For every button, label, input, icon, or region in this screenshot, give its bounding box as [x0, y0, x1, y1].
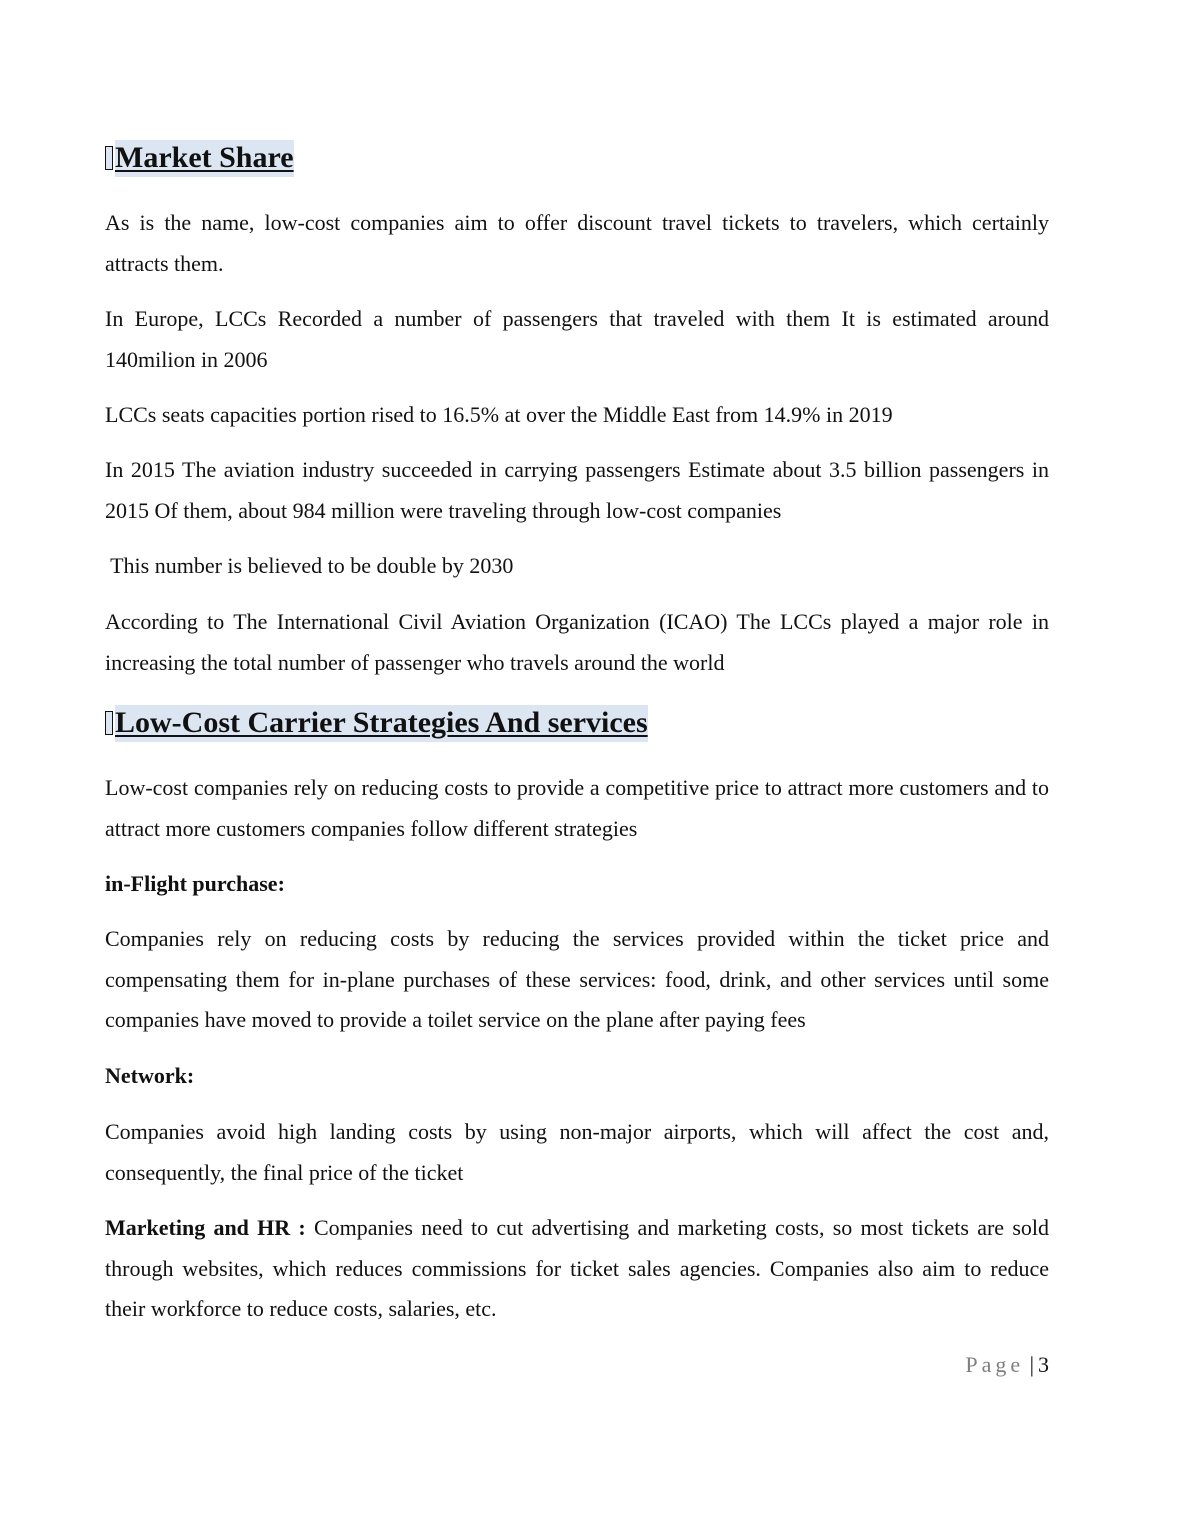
bullet-box-icon: [105, 711, 113, 735]
heading-market-share: [105, 140, 294, 176]
paragraph-inflight: Companies rely on reducing costs by reducing the services provided within the ticket price and compensating them for in-plane purchases of these services: food, drink, and other services until some companies have moved to provide a toilet service on the plane after paying fees: [105, 926, 1049, 1032]
page-separator: |: [1029, 1352, 1034, 1377]
subheading-network: Network:: [105, 1063, 195, 1088]
paragraph-middle-east: LCCs seats capacities portion rised to 16.5% at over the Middle East from 14.9% in 2019: [105, 402, 893, 427]
paragraph-strategies-intro: Low-cost companies rely on reducing costs to provide a competitive price to attract more customers and to attract more customers companies follow different strategies: [105, 775, 1049, 841]
paragraph-2015: In 2015 The aviation industry succeeded in carrying passengers Estimate about 3.5 billion passengers in 2015 Of them, about 984 million were traveling through low-cost companies: [105, 457, 1049, 523]
page-label: Page: [965, 1352, 1025, 1377]
paragraph-2030: This number is believed to be double by 2030: [105, 553, 514, 578]
paragraph-europe: In Europe, LCCs Recorded a number of passengers that traveled with them It is estimated around 140milion in 2006: [105, 306, 1049, 372]
heading-lcc-strategies: [105, 705, 648, 741]
marketing-text: Companies need to cut advertising and marketing costs, so most tickets are sold through websites, which reduces commissions for ticket sales agencies. Companies also aim to reduce their workforce to reduce costs, salaries, etc.: [105, 1215, 1049, 1321]
heading-lcc-strategies-text: Low-Cost Carrier Strategies And services: [115, 705, 648, 742]
heading-market-share-text: Market Share: [115, 140, 294, 177]
paragraph-marketing: [105, 1208, 1049, 1330]
page-footer: [965, 1348, 1049, 1382]
paragraph-intro: As is the name, low-cost companies aim to offer discount travel tickets to travelers, which certainly attracts them.: [105, 210, 1049, 276]
paragraph-network: Companies avoid high landing costs by using non-major airports, which will affect the cost and, consequently, the final price of the ticket: [105, 1119, 1049, 1185]
page-number: 3: [1038, 1352, 1049, 1377]
paragraph-icao: According to The International Civil Aviation Organization (ICAO) The LCCs played a major role in increasing the total number of passenger who travels around the world: [105, 609, 1049, 675]
marketing-label: Marketing and HR :: [105, 1215, 306, 1240]
subheading-inflight: in-Flight purchase:: [105, 871, 285, 896]
bullet-box-icon: [105, 146, 113, 170]
document-page: [105, 0, 1049, 1540]
